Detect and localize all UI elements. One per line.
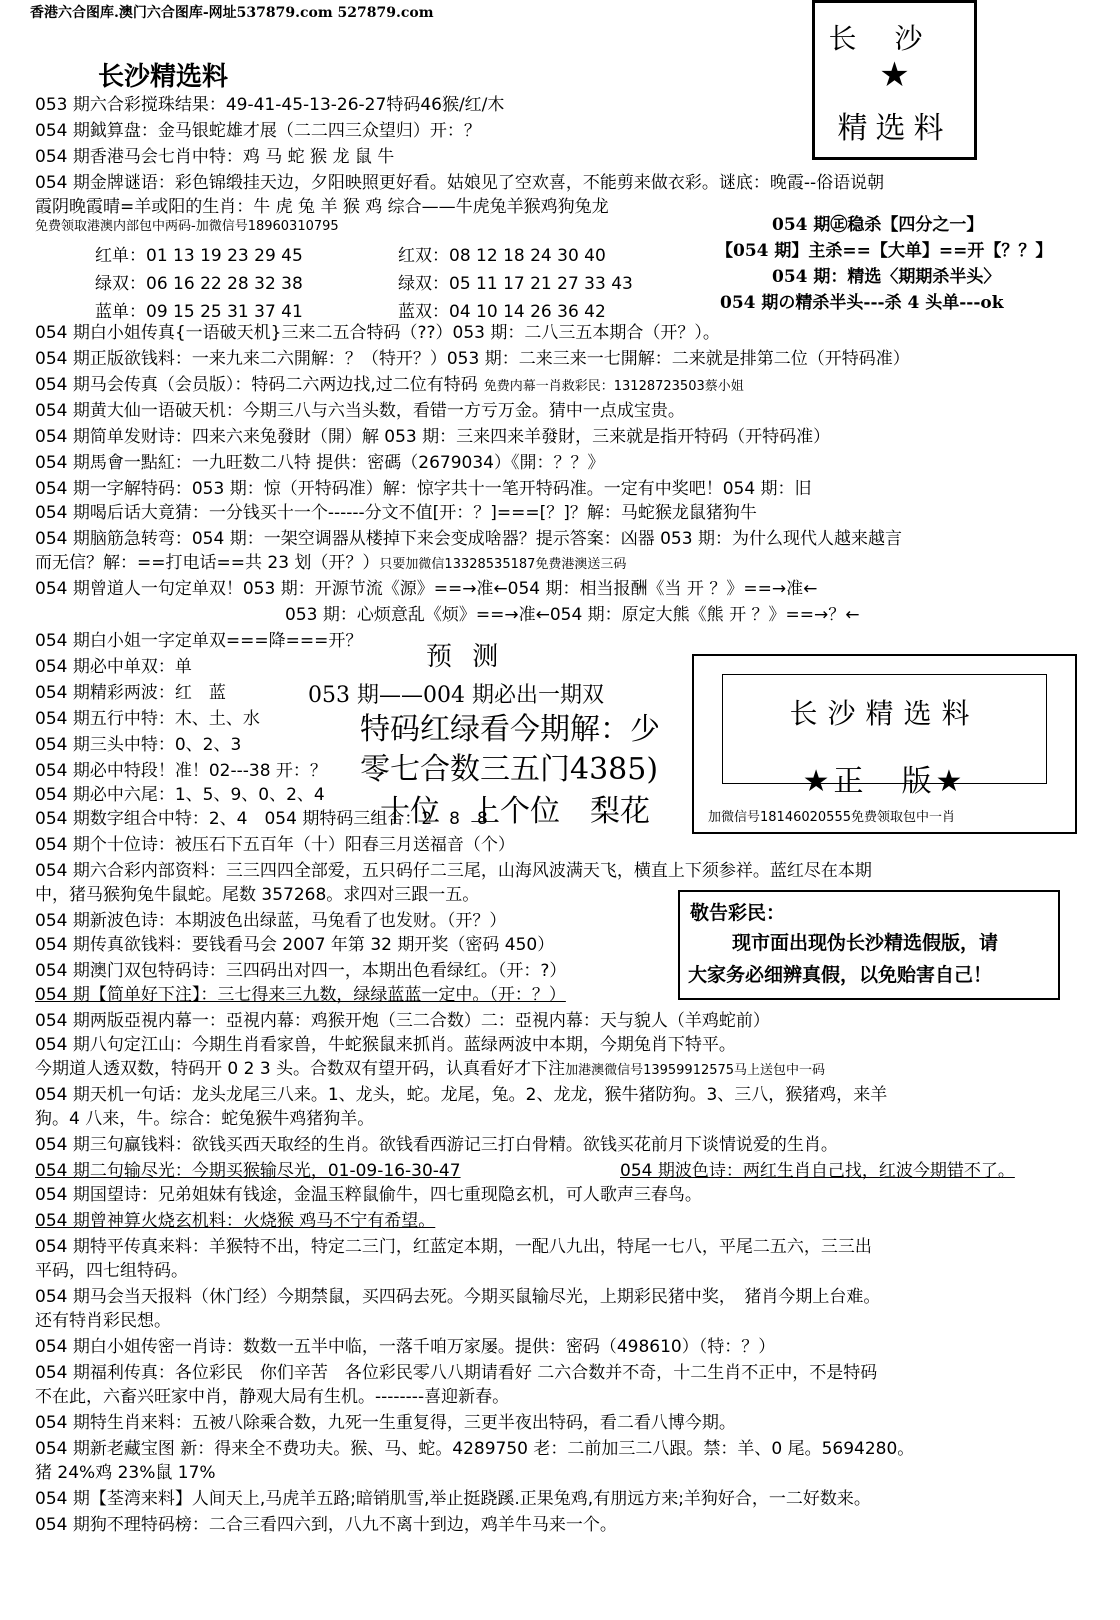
text-line: 054 期二句输尽光：今期买猴输尽光，01-09-16-30-47: [35, 1161, 461, 1181]
text-line: 今期道人透双数，特码开 0 2 3 头。合数双有望开码，认真看好才下注加港澳微信号13959912575马上送包中一码: [35, 1059, 826, 1079]
text-line: 054 期特生肖来料：五被八除乘合数，九死一生重复得，三更半夜出特码，看二看八博今期。: [35, 1413, 736, 1433]
text-line: 054 期新老藏宝图 新：得来全不费功夫。猴、马、蛇。4289750 老：二前加三二八跟。禁：羊、0 尾。5694280。: [35, 1439, 915, 1459]
text-line: 054 期正版欲钱料：一来九来二六開解：？（特开？）053 期：二来三来一七開解：二来就是排第二位（开特码准）: [35, 349, 910, 369]
text-line: 054 期三头中特：0、2、3: [35, 735, 242, 755]
wx-small-note: 只要加微信13328535187免费港澳送三码: [379, 557, 627, 572]
text-line: 054 期个十位诗：被压石下五百年（十）阳春三月送福音（个）: [35, 835, 515, 855]
text-line: 054 期新波色诗：本期波色出绿蓝，马兔看了也发财。（开？）: [35, 911, 507, 931]
text-line: 054 期曾神算火烧玄机料：火烧猴 鸡马不宁有希望。: [35, 1211, 436, 1231]
text-line: 054 期香港马会七肖中特：鸡 马 蛇 猴 龙 鼠 牛: [35, 147, 395, 167]
text-line: 054 期必中特段！准！02---38 开：？: [35, 761, 327, 781]
predict-line: 十位 上个位 梨花: [380, 794, 650, 829]
logo-line3: 精选料: [837, 111, 952, 146]
predict-line: 特码红绿看今期解：少: [360, 712, 660, 747]
num-row: 蓝双：04 10 14 26 36 42: [398, 302, 606, 322]
text-line: 054 期白小姐一字定单双===降===开？: [35, 631, 363, 651]
wave-poem: 054 期波色诗：两红生肖自己找，红波今期错不了。: [620, 1161, 1015, 1181]
text-line: 狗。4 八来，牛。综合：蛇兔猴牛鸡猪狗羊。: [35, 1109, 375, 1129]
text-line: 054 期金牌谜语：彩色锦缎挂天边，夕阳映照更好看。姑娘见了空欢喜，不能剪来做衣彩。谜底：晚霞--俗语说朝: [35, 173, 885, 193]
text-line: 054 期福利传真：各位彩民 你们辛苦 各位彩民零八八期请看好 二六合数并不奇，十二生肖不正中，不是特码: [35, 1363, 878, 1383]
text-line: 054 期三句赢钱料：欲钱买西天取经的生肖。欲钱看西游记三打白骨精。欲钱买花前月下谈情说爱的生肖。: [35, 1135, 838, 1155]
text-line: 054 期曾道人一句定单双！053 期：开源节流《源》==→准←054 期：相当报酬《当 开 ？》==→准←: [35, 579, 818, 599]
text-line: 054 期必中六尾：1、5、9、0、2、4: [35, 785, 325, 805]
text-line: 054 期精彩两波：红 蓝: [35, 683, 226, 703]
stamp-title: 长沙精选料: [789, 697, 980, 730]
text-line: 054 期简单发财诗：四来六来兔發財（開）解 053 期：三来四来羊發財，三来就是指开特码（开特码准）: [35, 427, 831, 447]
num-row: 红双：08 12 18 24 30 40: [398, 246, 606, 266]
text-line: 054 期天机一句话：龙头龙尾三八来。1、龙头，蛇。龙尾，兔。2、龙龙，猴牛猪防狗。3、三八，猴猪鸡，来羊: [35, 1085, 888, 1105]
text-line: 而无信？解：==打电话==共 23 划（开？）只要加微信13328535187免费港澳送三码: [35, 553, 627, 573]
logo-line1: 长沙: [828, 22, 961, 55]
text-line: 中，猪马猴狗兔牛鼠蛇。尾数 357268。求四对三跟一五。: [35, 885, 480, 905]
warning-line: 现市面出现伪长沙精选假版，请: [732, 932, 999, 954]
site-header: 香港六合图库.澳门六合图库-网址537879.com 527879.com: [30, 5, 434, 21]
kill-line: 054 期の精杀半头---杀 4 头单---ok: [720, 293, 1004, 313]
kill-line: 054 期㊣稳杀【四分之一】: [772, 215, 984, 235]
num-row: 蓝单：09 15 25 31 37 41: [95, 302, 303, 322]
text-line: 054 期鉞算盘：金马银蛇雄才展（二二四三众望归）开：？: [35, 121, 481, 141]
text-line: 054 期狗不理特码榜：二合三看四六到，八九不离十到边，鸡羊牛马来一个。: [35, 1515, 617, 1535]
text-line: 054 期特平传真来料：羊猴特不出，特定二三门，红蓝定本期，一配八九出，特尾一七八，平尾二五六，三三出: [35, 1237, 872, 1257]
text-line: 霞阴晚霞晴=羊或阳的生肖：牛 虎 兔 羊 猴 鸡 综合——牛虎兔羊猴鸡狗兔龙: [35, 197, 609, 217]
text-line: 054 期【简单好下注】：三七得来三九数，绿绿蓝蓝一定中。（开：？）: [35, 985, 566, 1005]
warning-title: 敬告彩民：: [690, 902, 786, 924]
kill-line: 054 期：精选〈期期杀半头〉: [772, 267, 1001, 287]
predict-line: 053 期——004 期必出一期双: [308, 683, 604, 708]
text-line: 054 期馬會一點紅：一九旺数二八特 提供：密碼（2679034）《開：？？》: [35, 453, 605, 473]
text-line: 054 期必中单双：单: [35, 657, 192, 677]
kill-line: 【054 期】主杀==【大单】==开【？？】: [716, 241, 1053, 261]
text-line: 054 期脑筋急转弯：054 期：一架空调器从楼掉下来会变成啥器？提示答案：凶器 053 期：为什么现代人越来越言: [35, 529, 902, 549]
text-line: 054 期澳门双包特码诗：三四码出对四一，本期出色看绿红。（开：?）: [35, 961, 567, 981]
text-line: 054 期六合彩内部资料：三三四四全部爱，五只码仔二三尾，山海风波满天飞，横直上下须参祥。蓝红尽在本期: [35, 861, 872, 881]
wx-line: 加港澳微信号13959912575马上送包中一码: [565, 1063, 826, 1078]
text-line: 054 期两版亞視内幕一：亞視内幕：鸡猴开炮（三二合数）二：亞視内幕：天与貌人（羊鸡蛇前）: [35, 1011, 770, 1031]
num-row: 绿双：06 16 22 28 32 38: [95, 274, 303, 294]
text-line: 053 期：心烦意乱《烦》==→准←054 期：原定大熊《熊 开 ？》==→？←: [285, 605, 860, 625]
text-line: 054 期数字组合中特：2、4 054 期特码三组合：2 8 8: [35, 809, 488, 829]
free-card-note: 免费内幕一肖救彩民：13128723503蔡小姐: [483, 379, 744, 394]
stamp-box: [692, 654, 1077, 834]
text-line: 还有特肖彩民想。: [35, 1311, 171, 1331]
stamp-star: ★正 版★: [802, 764, 967, 799]
page-title: 长沙精选料: [98, 62, 229, 92]
result-line: 053 期六合彩搅珠结果：49-41-45-13-26-27特码46猴/红/木: [35, 95, 505, 115]
text-line: 054 期白小姐传真{一语破天机}三来二五合特码（??）053 期：二八三五本期合（开？）。: [35, 323, 720, 343]
text-line: 054 期国望诗：兄弟姐妹有钱途，金温玉粹鼠偷牛，四七重现隐玄机，可人歌声三春鸟。: [35, 1185, 702, 1205]
text-line: 054 期黄大仙一语破天机：今期三八与六当头数，看错一方亏万金。猜中一点成宝贵。: [35, 401, 685, 421]
text-line: 054 期传真欲钱料：要钱看马会 2007 年第 32 期开奖（密码 450）: [35, 935, 555, 955]
text-line: 054 期八句定江山：今期生肖看家兽，牛蛇猴鼠来抓肖。蓝绿两波中本期，今期兔肖下特平。: [35, 1035, 736, 1055]
predict-line: 零七合数三五门4385): [360, 752, 659, 787]
predict-label: 预 测: [426, 642, 505, 672]
star-icon: ★: [879, 55, 910, 95]
text-line: 054 期【荃湾来料】人间天上,马虎羊五路;暗销肌雪,举止挺跷蹊.正果兔鸡,有朋远方来;羊狗好合，一二好数来。: [35, 1489, 871, 1509]
free-note: 免费领取港澳内部包中两码-加微信号18960310795: [35, 219, 339, 234]
text-line: 054 期马会传真（会员版）：特码二六两边找,过二位有特码 免费内幕一肖救彩民：13128723503蔡小姐: [35, 375, 744, 395]
num-row: 绿双：05 11 17 21 27 33 43: [398, 274, 633, 294]
numbers-right: [398, 242, 633, 326]
text-line: 054 期马会当天报料（休门经）今期禁鼠，买四码去死。今期买鼠输尽光，上期彩民猪中奖， 猪肖今期上台难。: [35, 1287, 881, 1307]
logo-box: [812, 0, 977, 160]
num-row: 红单：01 13 19 23 29 45: [95, 246, 303, 266]
text-line: 054 期一字解特码：053 期：惊（开特码准）解：惊字共十一笔开特码准。一定有中奖吧！054 期：旧: [35, 479, 812, 499]
stamp-wx: 加微信号18146020555免费领取包中一肖: [708, 810, 955, 825]
text-line: 猪 24%鸡 23%鼠 17%: [35, 1463, 216, 1483]
text-line: 054 期白小姐传密一肖诗：数数一五半中临，一落千咱万家屡。提供：密码（498610）（特：？）: [35, 1337, 776, 1357]
text-line: 054 期喝后话大竟猜：一分钱买十一个------分文不值[开：？]===[？]？解：马蛇猴龙鼠猪狗牛: [35, 503, 757, 523]
warning-line: 大家务必细辨真假，以免贻害自己！: [688, 964, 993, 986]
numbers-left: [95, 242, 303, 326]
warning-box: [678, 890, 1060, 1000]
text-line: 平码，四七组特码。: [35, 1261, 188, 1281]
text-line: 不在此，六畜兴旺家中肖，静观大局有生机。--------喜迎新春。: [35, 1387, 510, 1407]
text-line: 054 期五行中特：木、土、水: [35, 709, 260, 729]
